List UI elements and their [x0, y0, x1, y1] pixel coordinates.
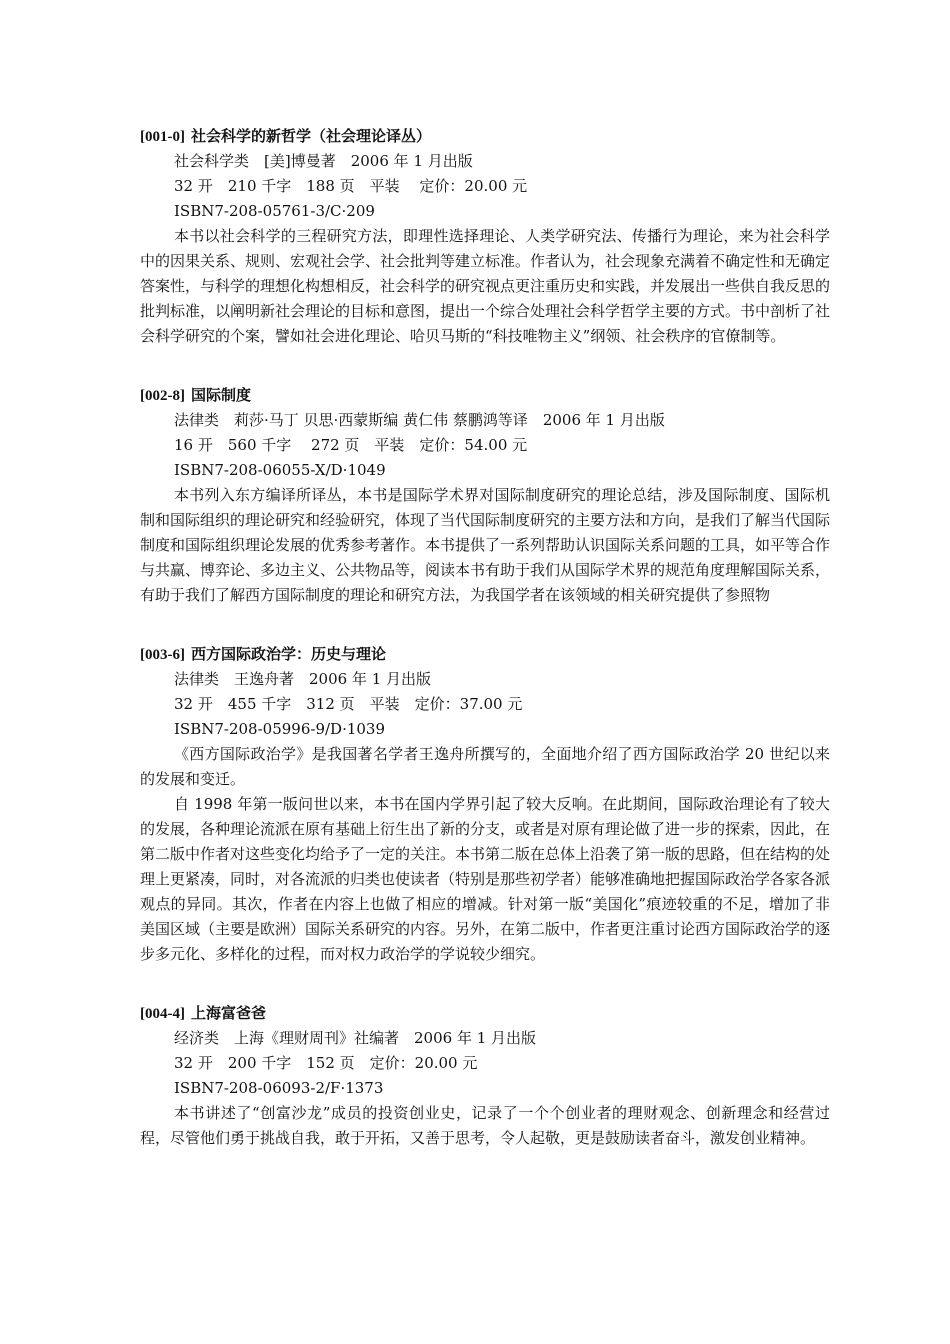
- book-meta-category: 经济类 上海《理财周刊》社编著 2006 年 1 月出版: [174, 1029, 537, 1047]
- catalog-page: [140, 124, 830, 1185]
- book-title-text: 社会科学的新哲学（社会理论译丛）: [191, 127, 432, 145]
- book-title-text: 西方国际政治学：历史与理论: [191, 645, 387, 663]
- book-entry: [140, 124, 830, 349]
- book-title-text: 国际制度: [191, 386, 252, 404]
- book-isbn: ISBN7-208-06093-2/F·1373: [174, 1079, 384, 1097]
- book-code: [003-6]: [140, 647, 185, 663]
- book-meta-category: 社会科学类 [美]博曼著 2006 年 1 月出版: [174, 152, 473, 170]
- book-entry: [140, 642, 830, 967]
- book-meta-specs: 32 开 455 千字 312 页 平装 定价：37.00 元: [174, 695, 523, 713]
- book-isbn: ISBN7-208-05996-9/D·1039: [174, 720, 386, 738]
- book-description: 本书讲述了“创富沙龙”成员的投资创业史，记录了一个个创业者的理财观念、创新理念和经营过程，尽管他们勇于挑战自我，敢于开拓，又善于思考，令人起敬，更是鼓励读者奋斗，激发创业精神。: [140, 1104, 830, 1147]
- book-description: 自 1998 年第一版问世以来，本书在国内学界引起了较大反响。在此期间，国际政治理论有了较大的发展，各种理论流派在原有基础上衍生出了新的分支，或者是对原有理论做了进一步的探索，因此，在第二版中作者对这些变化均给予了一定的关注。本书第二版在总体上沿袭了第一版的思路，但在结构的处理上更紧凑，同时，对各流派的归类也使读者（特别是那些初学者）能够准确地把握国际政治学各家各派观点的异同。其次，作者在内容上也做了相应的增减。针对第一版“美国化”痕迹较重的不足，增加了非美国区域（主要是欧洲）国际关系研究的内容。另外，在第二版中，作者更注重讨论西方国际政治学的逐步多元化、多样化的过程，而对权力政治学的学说较少细究。: [140, 795, 831, 963]
- book-isbn: ISBN7-208-06055-X/D·1049: [174, 461, 386, 479]
- book-code: [001-0]: [140, 129, 185, 145]
- book-isbn: ISBN7-208-05761-3/C·209: [174, 202, 375, 220]
- book-code: [004-4]: [140, 1006, 185, 1022]
- book-code: [002-8]: [140, 388, 185, 404]
- book-meta-specs: 32 开 210 千字 188 页 平装 定价：20.00 元: [174, 177, 528, 195]
- book-description: 本书列入东方编译所译丛，本书是国际学术界对国际制度研究的理论总结，涉及国际制度、国际机制和国际组织的理论研究和经验研究，体现了当代国际制度研究的主要方法和方向，是我们了解当代国际制度和国际组织理论发展的优秀参考著作。本书提供了一系列帮助认识国际关系问题的工具，如平等合作与共赢、博弈论、多边主义、公共物品等，阅读本书有助于我们从国际学术界的规范角度理解国际关系，有助于我们了解西方国际制度的理论和研究方法，为我国学者在该领域的相关研究提供了参照物: [140, 486, 831, 604]
- book-meta-specs: 16 开 560 千字 272 页 平装 定价：54.00 元: [174, 436, 528, 454]
- book-title: [140, 1001, 830, 1026]
- book-meta-category: 法律类 王逸舟著 2006 年 1 月出版: [174, 670, 432, 688]
- book-title: [140, 124, 830, 149]
- book-title-text: 上海富爸爸: [191, 1004, 267, 1022]
- book-entry: [140, 383, 830, 608]
- book-title: [140, 642, 830, 667]
- book-meta-category: 法律类 莉莎·马丁 贝思·西蒙斯编 黄仁伟 蔡鹏鸿等译 2006 年 1 月出版: [174, 411, 665, 429]
- book-title: [140, 383, 830, 408]
- book-description: 《西方国际政治学》是我国著名学者王逸舟所撰写的，全面地介绍了西方国际政治学 20 世纪以来的发展和变迁。: [140, 745, 830, 788]
- book-description: 本书以社会科学的三程研究方法，即理性选择理论、人类学研究法、传播行为理论，来为社会科学中的因果关系、规则、宏观社会学、社会批判等建立标准。作者认为，社会现象充满着不确定性和无确定答案性，与科学的理想化构想相反，社会科学的研究视点更注重历史和实践，并发展出一些供自我反思的批判标准，以阐明新社会理论的目标和意图，提出一个综合处理社会科学哲学主要的方式。书中剖析了社会科学研究的个案，譬如社会进化理论、哈贝马斯的“科技唯物主义”纲领、社会秩序的官僚制等。: [140, 227, 831, 345]
- book-meta-specs: 32 开 200 千字 152 页 定价：20.00 元: [174, 1054, 478, 1072]
- book-entry: [140, 1001, 830, 1151]
